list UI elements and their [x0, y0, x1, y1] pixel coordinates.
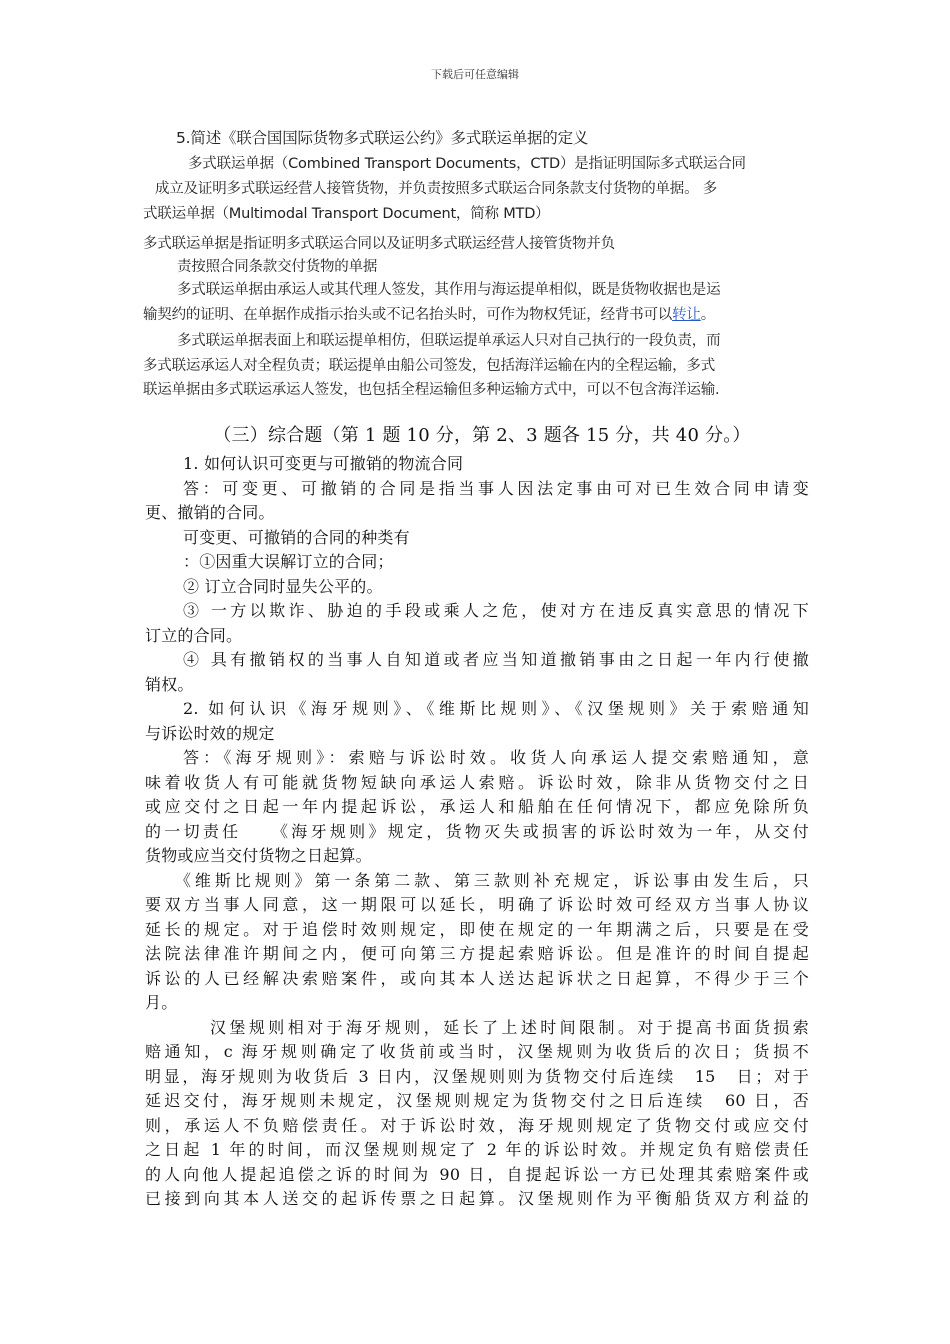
text-line: 多式联运单据由承运人或其代理人签发，其作用与海运提单相似，既是货物收据也是运 — [177, 282, 721, 298]
text-segment: 输契约的证明、在单据作成指示抬头或不记名抬头时，可作为物权凭证，经背书可以 — [143, 307, 673, 323]
text-line: 延迟交付，海牙规则未规定，汉堡规则规定为货物交付之日后连续 60 日，否 — [145, 1091, 809, 1110]
text-line: 成立及证明多式联运经营人接管货物，并负责按照多式联运合同条款支付货物的单据。 多 — [155, 181, 718, 197]
text-line: 答：可变更、可撤销的合同是指当事人因法定事由可对已生效合同申请变 — [183, 478, 809, 498]
document-body — [145, 422, 809, 1212]
text-line: 汉堡规则相对于海牙规则，延长了上述时间限制。对于提高书面货损索 — [210, 1017, 809, 1037]
text-line: 诉讼的人已经解决索赔案件，或向其本人送达起诉状之日起算，不得少于三个 — [145, 968, 809, 988]
text-line: 式联运单据（Multimodal Transport Document，简称 MTD） — [143, 206, 550, 222]
text-line: 要双方当事人同意，这一期限可以延长，明确了诉讼时效可经双方当事人协议 — [145, 895, 809, 914]
text-line: 赔通知，c 海牙规则确定了收货前或当时，汉堡规则为收货后的次日；货损不 — [145, 1042, 809, 1061]
page-header: 下载后可任意编辑 — [431, 68, 519, 81]
text-line: 多式联运承运人对全程负责；联运提单由船公司签发，包括海洋运输在内的全程运输，多式 — [143, 358, 715, 374]
text-line: ④ 具有撤销权的当事人自知道或者应当知道撤销事由之日起一年内行使撤 — [183, 650, 809, 669]
text-line: 的一切责任 《海牙规则》规定，货物灭失或损害的诉讼时效为一年，从交付 — [145, 821, 809, 841]
text-line: ② 订立合同时显失公平的。 — [183, 576, 383, 596]
text-line: 2. 如何认识《海牙规则》、《维斯比规则》、《汉堡规则》关于索赔通知 — [183, 699, 809, 718]
text-line: 味着收货人有可能就货物短缺向承运人索赔。诉讼时效，除非从货物交付之日 — [145, 772, 809, 792]
text-line: 多式联运单据（Combined Transport Documents，CTD）是指证明国际多式联运合同 — [188, 156, 746, 172]
text-line: 多式联运单据表面上和联运提单相仿，但联运提单承运人只对自己执行的一段负责，而 — [177, 333, 721, 349]
scanned-excerpt — [143, 120, 808, 402]
text-line: 更、撤销的合同。 — [145, 503, 275, 522]
text-line: 月。 — [145, 993, 178, 1012]
text-line: 已接到向其本人送交的起诉传票之日起算。汉堡规则作为平衡船货双方利益的 — [145, 1189, 809, 1208]
text-line: 联运单据由多式联运承运人签发，也包括全程运输但多种运输方式中，可以不包含海洋运输. — [143, 382, 720, 398]
question-title: 5.简述《联合国国际货物多式联运公约》多式联运单据的定义 — [176, 129, 589, 147]
text-line: 责按照合同条款交付货物的单据 — [177, 259, 378, 275]
text-line: ③ 一方以欺诈、胁迫的手段或乘人之危，使对方在违反真实意思的情况下 — [183, 601, 809, 620]
text-line: 多式联运单据是指证明多式联运合同以及证明多式联运经营人接管货物并负 — [143, 236, 615, 252]
text-line: 货物或应当交付货物之日起算。 — [145, 846, 372, 865]
text-line — [143, 303, 715, 324]
text-line: 则，承运人不负赔偿责任。对于诉讼时效，海牙规则规定了货物交付或应交付 — [145, 1115, 809, 1135]
text-line: 销权。 — [145, 674, 194, 694]
text-line: 《维斯比规则》第一条第二款、第三款则补充规定，诉讼事由发生后，只 — [175, 870, 809, 890]
text-line: 1. 如何认识可变更与可撤销的物流合同 — [183, 454, 464, 473]
text-line: 订立的合同。 — [145, 625, 243, 645]
text-line: 与诉讼时效的规定 — [145, 723, 275, 743]
text-line: 或应交付之日起一年内提起诉讼，承运人和船舶在任何情况下，都应免除所负 — [145, 797, 809, 816]
text-line: 延长的规定。对于追偿时效则规定，即使在规定的一年期满之后，只要是在受 — [145, 919, 809, 939]
text-line: 可变更、可撤销的合同的种类有 — [183, 527, 410, 547]
text-segment: 。 — [700, 307, 716, 323]
text-line: 之日起 1 年的时间，而汉堡规则规定了 2 年的诉讼时效。并规定负有赔偿责任 — [145, 1140, 809, 1159]
text-line: 答：《海牙规则》：索赔与诉讼时效。收货人向承运人提交索赔通知，意 — [183, 748, 809, 767]
text-line: 明显，海牙规则为收货后 3 日内，汉堡规则则为货物交付后连续 15 日；对于 — [145, 1066, 809, 1086]
text-line: 的人向他人提起追偿之诉的时间为 90 日，自提起诉讼一方已处理其索赔案件或 — [145, 1164, 809, 1184]
section-heading: （三）综合题（第 1 题 10 分，第 2、3 题各 15 分，共 40 分。） — [213, 425, 751, 446]
transfer-link[interactable]: 转让 — [672, 307, 701, 323]
text-line: ：①因重大误解订立的合同； — [183, 552, 394, 571]
text-line: 法院法律准许期间之内，便可向第三方提起索赔诉讼。但是准许的时间自提起 — [145, 944, 809, 963]
